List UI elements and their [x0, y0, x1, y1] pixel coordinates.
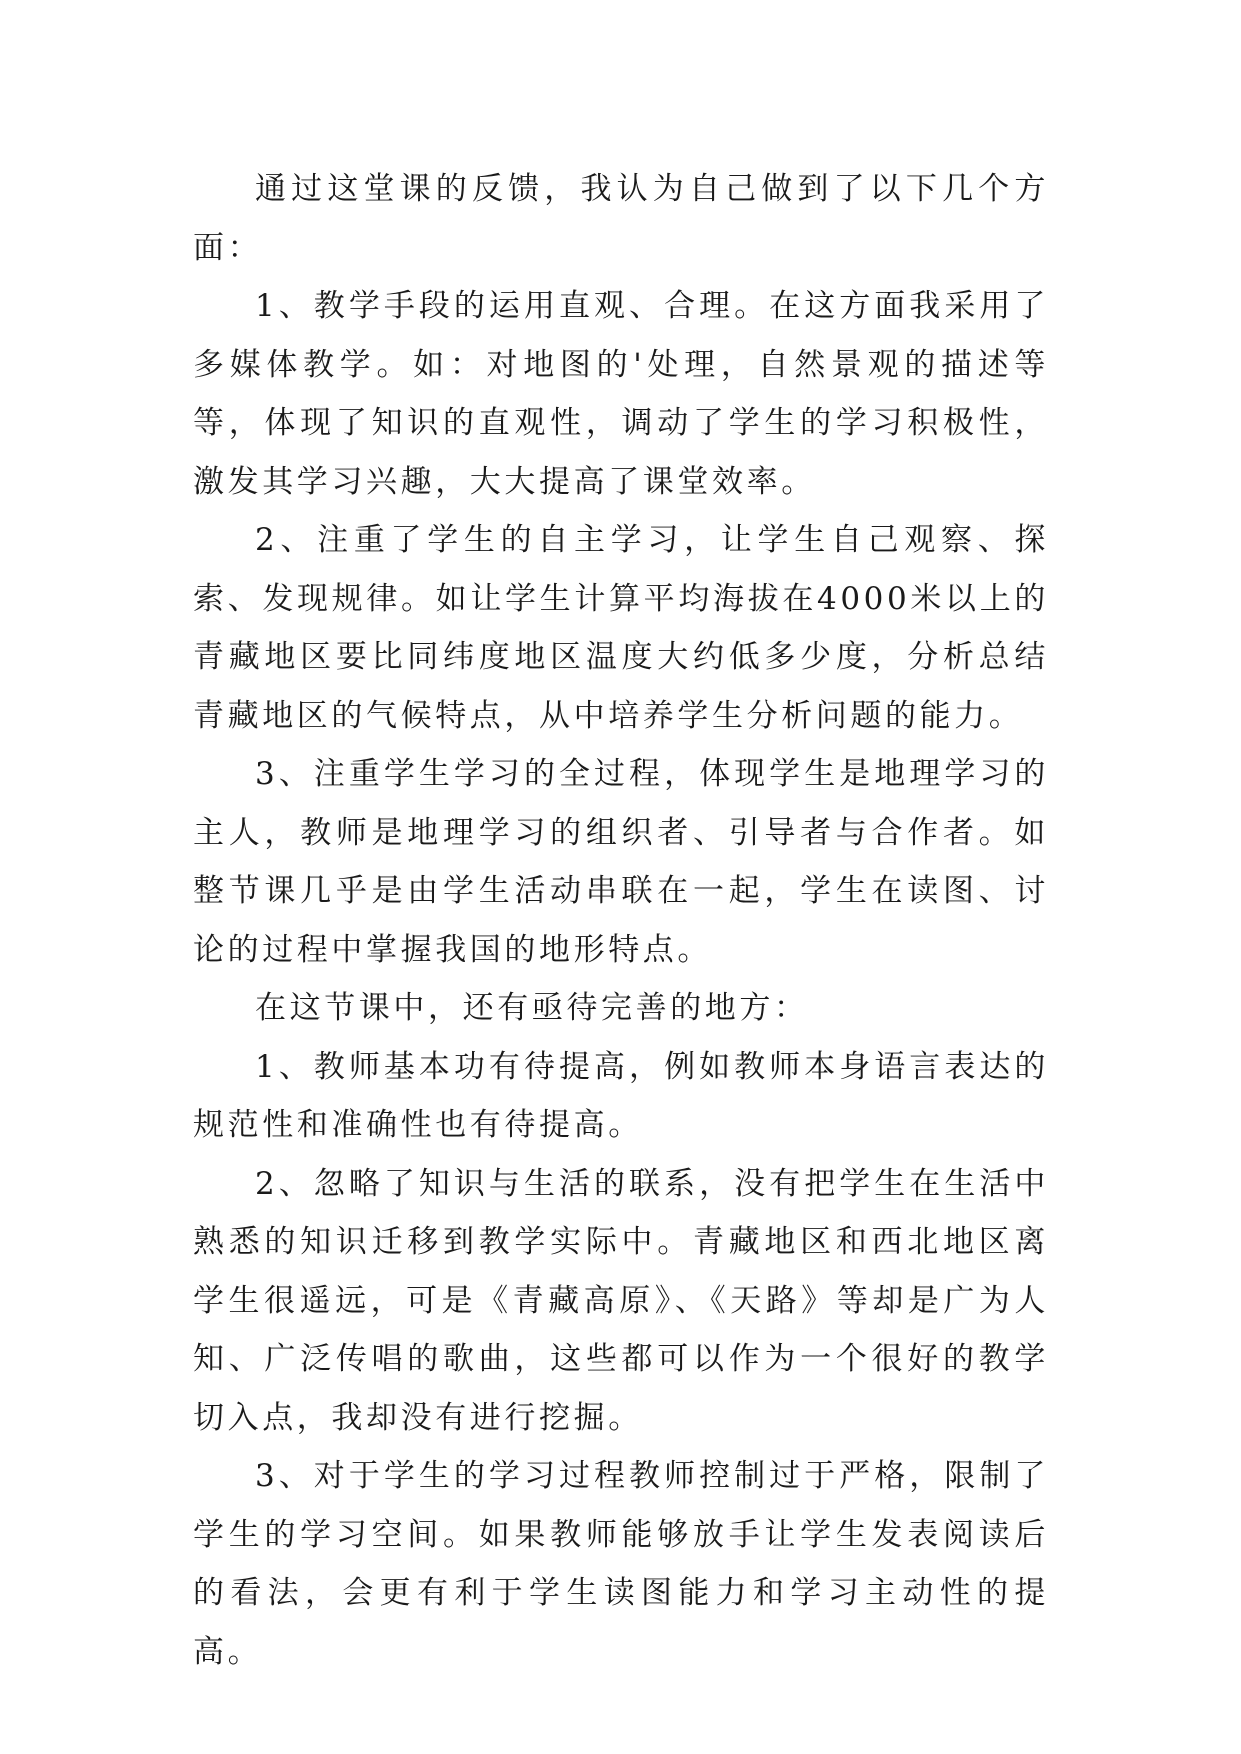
paragraph-strength-2: 2、注重了学生的自主学习，让学生自己观察、探索、发现规律。如让学生计算平均海拔在4000米以上的青藏地区要比同纬度地区温度大约低多少度，分析总结青藏地区的气候特点，从中培养学生分析问题的能力。: [193, 522, 1049, 734]
paragraph-intro: 通过这堂课的反馈，我认为自己做到了以下几个方面：: [193, 171, 1049, 266]
paragraph-improvement-2: 2、忽略了知识与生活的联系，没有把学生在生活中熟悉的知识迁移到教学实际中。青藏地区和西北地区离学生很遥远，可是《青藏高原》、《天路》等却是广为人知、广泛传唱的歌曲，这些都可以作为一个很好的教学切入点，我却没有进行挖掘。: [193, 1165, 1049, 1436]
document-body: [193, 160, 1049, 1681]
paragraph-strength-1: 1、教学手段的运用直观、合理。在这方面我采用了多媒体教学。如：对地图的'处理，自然景观的描述等等，体现了知识的直观性，调动了学生的学习积极性，激发其学习兴趣，大大提高了课堂效率。: [193, 288, 1049, 500]
paragraph-improvement-3: 3、对于学生的学习过程教师控制过于严格，限制了学生的学习空间。如果教师能够放手让学生发表阅读后的看法，会更有利于学生读图能力和学习主动性的提高。: [193, 1458, 1049, 1670]
paragraph-improvement-1: 1、教师基本功有待提高，例如教师本身语言表达的规范性和准确性也有待提高。: [193, 1048, 1049, 1143]
paragraph-improvements-intro: 在这节课中，还有亟待完善的地方：: [255, 990, 809, 1026]
paragraph-strength-3: 3、注重学生学习的全过程，体现学生是地理学习的主人，教师是地理学习的组织者、引导者与合作者。如整节课几乎是由学生活动串联在一起，学生在读图、讨论的过程中掌握我国的地形特点。: [193, 756, 1049, 968]
